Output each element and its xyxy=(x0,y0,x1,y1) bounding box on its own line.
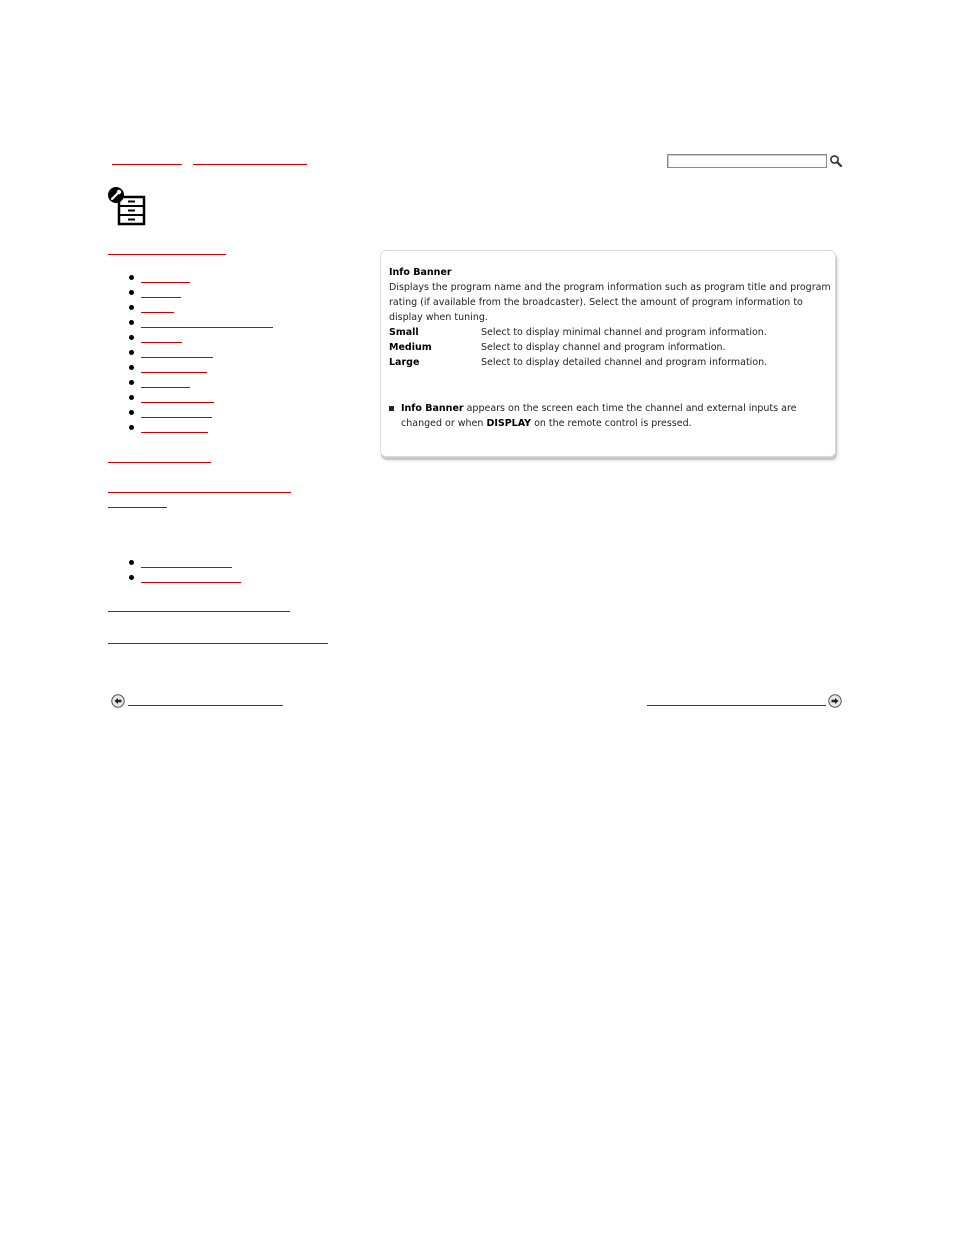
option-term: Large xyxy=(389,357,420,368)
bullet-icon xyxy=(129,575,134,580)
nav-link-section-2[interactable] xyxy=(108,462,211,463)
note-term: DISPLAY xyxy=(486,418,532,429)
breadcrumb-link-2[interactable] xyxy=(193,164,307,165)
list-item[interactable] xyxy=(129,571,289,586)
bullet-icon xyxy=(129,560,134,565)
nav-link-section-3[interactable] xyxy=(108,492,291,493)
option-desc: Select to display minimal channel and program information. xyxy=(481,327,767,338)
list-item[interactable] xyxy=(129,331,289,346)
info-panel xyxy=(380,250,836,457)
panel-description-line: rating (if available from the broadcaster). Select the amount of program information to xyxy=(389,297,803,308)
search-icon[interactable] xyxy=(829,153,843,167)
list-item[interactable] xyxy=(129,556,289,571)
next-page-link[interactable] xyxy=(647,705,826,706)
nav-link-section-1[interactable] xyxy=(108,254,226,255)
nav-link-section-5[interactable] xyxy=(108,643,328,644)
bullet-icon xyxy=(129,395,134,400)
list-item[interactable] xyxy=(129,346,289,361)
list-item[interactable] xyxy=(129,376,289,391)
note-line xyxy=(401,416,692,431)
list-item[interactable] xyxy=(129,316,289,331)
note-text: on the remote control is pressed. xyxy=(531,418,692,429)
note-line xyxy=(401,401,797,416)
nav-link-section-3-cont[interactable] xyxy=(108,507,167,508)
bullet-icon xyxy=(129,320,134,325)
previous-page-link[interactable] xyxy=(128,705,283,706)
note-text: changed or when xyxy=(401,418,487,429)
nav-sublist-2 xyxy=(129,556,289,586)
panel-description-line: Displays the program name and the program information such as program title and program xyxy=(389,282,831,293)
panel-heading: Info Banner xyxy=(389,267,452,278)
list-item[interactable] xyxy=(129,421,289,436)
list-item[interactable] xyxy=(129,406,289,421)
option-desc: Select to display channel and program information. xyxy=(481,342,726,353)
option-term: Small xyxy=(389,327,419,338)
bullet-icon xyxy=(129,305,134,310)
note-term: Info Banner xyxy=(401,403,464,414)
list-item[interactable] xyxy=(129,361,289,376)
nav-link-section-4[interactable] xyxy=(108,611,290,612)
list-item[interactable] xyxy=(129,391,289,406)
bullet-icon xyxy=(129,290,134,295)
right-arrow-circle-icon[interactable] xyxy=(828,693,842,707)
option-term: Medium xyxy=(389,342,432,353)
list-item[interactable] xyxy=(129,271,289,286)
settings-cabinet-icon xyxy=(106,185,148,227)
nav-sublist-1 xyxy=(129,271,289,436)
breadcrumb-link-1[interactable] xyxy=(112,164,182,165)
bullet-icon xyxy=(129,365,134,370)
note-text: appears on the screen each time the channel and external inputs are xyxy=(463,403,797,414)
option-desc: Select to display detailed channel and program information. xyxy=(481,357,768,368)
bullet-icon xyxy=(129,380,134,385)
bullet-icon xyxy=(129,425,134,430)
note-bullet-icon xyxy=(389,406,394,411)
list-item[interactable] xyxy=(129,286,289,301)
left-arrow-circle-icon[interactable] xyxy=(111,693,125,707)
bullet-icon xyxy=(129,410,134,415)
search-input[interactable] xyxy=(667,154,827,168)
panel-description-line: display when tuning. xyxy=(389,312,488,323)
bullet-icon xyxy=(129,335,134,340)
bullet-icon xyxy=(129,350,134,355)
bullet-icon xyxy=(129,275,134,280)
list-item[interactable] xyxy=(129,301,289,316)
